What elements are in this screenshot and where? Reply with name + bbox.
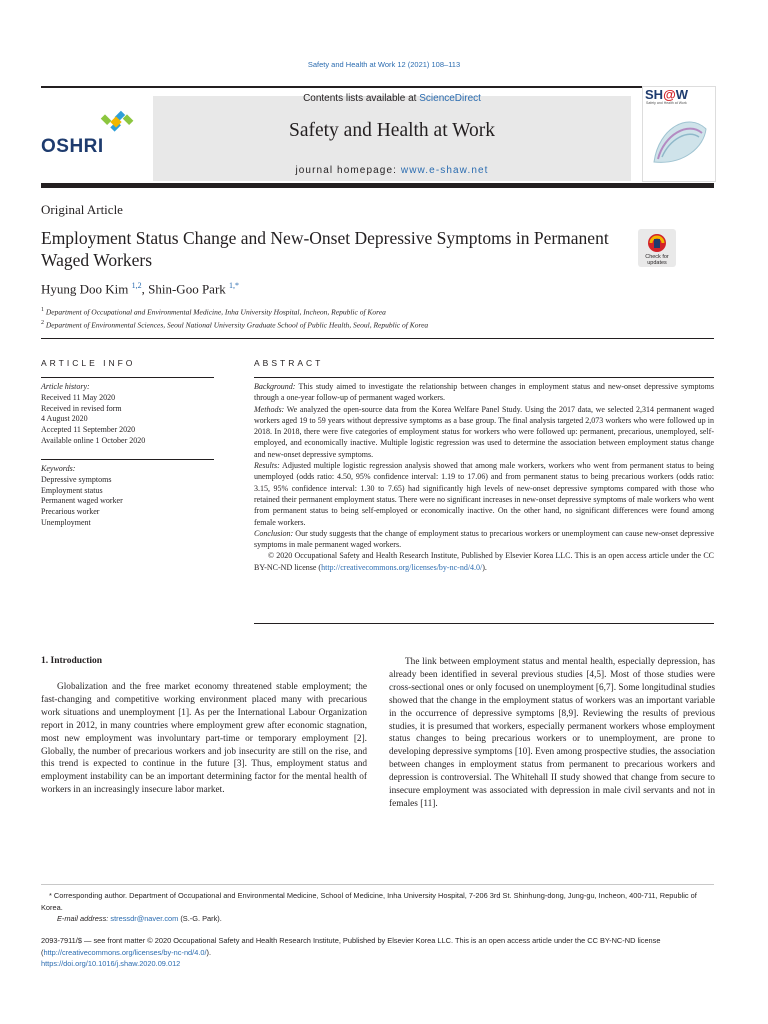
author-separator: , — [141, 281, 149, 297]
header-rule — [41, 86, 714, 88]
author-affiliation-marker[interactable]: 1,2 — [131, 281, 142, 290]
history-item: Received 11 May 2020 — [41, 392, 116, 402]
keyword: Precarious worker — [41, 507, 100, 517]
keyword: Depressive symptoms — [41, 474, 112, 484]
footnote-rule — [41, 884, 714, 885]
journal-homepage — [153, 165, 631, 176]
homepage-link[interactable]: www.e-shaw.net — [400, 165, 489, 176]
abstract-results: Results: Adjusted multiple logistic regression analysis showed that among male workers, workers who went from permanent status to being unemployed (odds ratio: 4.50, 95% confidence interval: 1.19 to 17.06) and from permanent status to being precarious workers (odds ratio: 3.15, 95% confidence interval: 1.30 to 7.65) had significantly high levels of new-onset depressive symptoms compared with those who retained their permanent employment status. There were no significant increases in new-onset depressive symptoms of male workers who went from permanent status to being self-employed or economically inactive. On the other hand, no significant differences were found among female workers. — [254, 461, 714, 527]
check-for-updates-badge[interactable] — [638, 229, 676, 267]
affiliation-line: $^2$ Department of Environmental Sciences, Seoul National University Graduate School of Public Health, Seoul, Republic of Korea — [41, 320, 429, 330]
journal-citation[interactable]: Safety and Health at Work 12 (2021) 108–113 — [307, 60, 461, 69]
oshri-cross-icon — [41, 108, 141, 138]
history-item: Available online 1 October 2020 — [41, 435, 146, 445]
history-item: Accepted 11 September 2020 — [41, 425, 136, 435]
oshri-logo — [41, 108, 141, 164]
author-name[interactable]: Shin-Goo Park — [148, 281, 226, 297]
history-item: Received in revised form — [41, 403, 122, 413]
email-line: E-mail address: stressdr@naver.com (S.-G. Park). — [57, 914, 222, 923]
body-column-left — [41, 681, 367, 797]
corresponding-text: * Corresponding author. Department of Occupational and Environmental Medicine, School of Medicine, Inha University Hospital, 7-206 3rd St. Shinhung-dong, Jung-gu, Incheon, 400-711, Republic of Korea. — [41, 891, 697, 912]
abstract-background: Background: This study aimed to investigate the relationship between changes in employment status and new-onset depressive symptoms through a one-year follow-up of permanent waged workers. — [254, 382, 714, 403]
corresponding-author-footnote — [41, 890, 714, 925]
author-affiliation-marker[interactable]: 1,* — [229, 281, 240, 290]
journal-cover-thumbnail[interactable] — [642, 86, 716, 182]
body-column-right — [389, 656, 715, 811]
license-link[interactable]: http://creativecommons.org/licenses/by-nc-nd/4.0/ — [321, 562, 483, 572]
license-link-footer[interactable]: http://creativecommons.org/licenses/by-nc-nd/4.0/ — [43, 947, 207, 957]
email-link[interactable]: stressdr@naver.com — [110, 914, 179, 923]
abstract-heading: ABSTRACT — [254, 358, 324, 368]
info-rule — [41, 377, 214, 378]
keywords — [41, 464, 123, 529]
history-label: Article history: — [41, 382, 90, 391]
keywords-label: Keywords: — [41, 464, 76, 473]
article-info-heading: ARTICLE INFO — [41, 358, 136, 368]
journal-title: Safety and Health at Work — [288, 120, 495, 141]
abstract-body — [254, 381, 714, 573]
keyword: Permanent waged worker — [41, 496, 123, 506]
keyword: Employment status — [41, 485, 103, 495]
header-thick-rule — [41, 183, 714, 188]
paragraph: The link between employment status and mental health, especially depression, has already been identified in several previous studies [4,5]. Most of those studies were cross-sectional ones or only focused on unemployment [6,7]. Some longitudinal studies showed that the change in the employment status of workers was an important variable in the occurrence of depressive symptoms [8,9]. Reviewing the results of previous studies, it is presumed that workers, especially permanent workers whose employment status changes to being precarious workers or to unemployment, are prone to developing depressive symptoms [10]. Even among prospective studies, the association between changes in employment status from permanent to precarious workers and depression is controversial. The Whitehall II study showed that change from secure to insecure employment was associated with depression in male civil servants and not in females [11]. — [389, 657, 715, 809]
author-name[interactable]: Hyung Doo Kim — [41, 281, 129, 297]
oshri-logo-text: OSHRI — [41, 136, 104, 157]
article-history — [41, 382, 145, 447]
journal-banner — [153, 93, 631, 181]
paragraph: Globalization and the free market economy threatened stable employment; the fast-changing and competitive working environment placed many with precarious work situations and unemployment [1]. As per the International Labour Organization report in 2012, in many countries where employment grew after economic stagnation, most new employment was involuntary part-time or temporary employment [2]. Globally, the number of precarious workers and job insecurity are still on the rise, and this trend is expected to continue in the future [3]. Thus, employment status and employment instability can be an important determining factor for the mental health of workers in an increasingly insecure labor market. — [41, 682, 367, 796]
abstract-copyright: © 2020 Occupational Safety and Health Research Institute, Published by Elsevier Korea LLC. This is an open access article under the CC BY-NC-ND license (http://creativecommons.org/licenses/by-nc-nd/4.0/). — [254, 551, 714, 572]
homepage-prefix: journal homepage: — [295, 165, 401, 176]
abstract-methods: Methods: We analyzed the open-source data from the Korea Welfare Panel Study. Using the 2017 data, we selected 2,314 permanent waged workers aged 19 to 59 years without depressive symptoms as a base group. The final analysis targeted 2,073 workers who were followed up in 2018. In 2018, there were five categories of employment status for workers who were followed up: permanent, precarious, unemployed, self-employed, and economically inactive. Multiple logistic regression was used to determine the association between employment status change and new-onset depressive symptoms. — [254, 404, 714, 459]
author-list — [41, 281, 239, 297]
front-matter-notice: 2093-7911/$ — see front matter © 2020 Occupational Safety and Health Research Institute, Published by Elsevier Korea LLC. This is an open access article under the CC BY-NC-ND license (http://creativecommons.org/licenses/by-nc-nd/4.0/). https://doi.org/10.1016/j.shaw.2020.09.012 — [41, 936, 661, 968]
section-heading-introduction: 1. Introduction — [41, 656, 103, 666]
keyword: Unemployment — [41, 517, 91, 527]
contents-line — [153, 93, 631, 104]
section-rule — [41, 338, 714, 339]
cover-subtitle: Safety and Health at Work — [646, 101, 687, 105]
abstract-rule — [254, 377, 714, 378]
sciencedirect-link[interactable]: ScienceDirect — [419, 93, 481, 104]
article-type: Original Article — [41, 202, 123, 217]
doi-link[interactable]: https://doi.org/10.1016/j.shaw.2020.09.012 — [41, 959, 181, 968]
affiliations — [41, 305, 428, 331]
abstract-rule — [254, 623, 714, 624]
info-rule — [41, 459, 214, 460]
cover-graphic-icon — [644, 107, 714, 177]
history-item: 4 August 2020 — [41, 414, 88, 424]
affiliation-line: $^1$ Department of Occupational and Environmental Medicine, Inha University Hospital, Incheon, Republic of Korea — [41, 307, 386, 317]
abstract-conclusion: Conclusion: Our study suggests that the change of employment status to precarious workers or unemployment can cause new-onset depressive symptoms in male permanent waged workers. — [254, 528, 714, 550]
article-title: Employment Status Change and New-Onset Depressive Symptoms in Permanent Waged Workers — [41, 228, 609, 270]
cover-title: SH@W — [645, 87, 689, 102]
contents-prefix: Contents lists available at — [303, 93, 420, 104]
crossmark-label: Check for updates — [645, 254, 669, 266]
